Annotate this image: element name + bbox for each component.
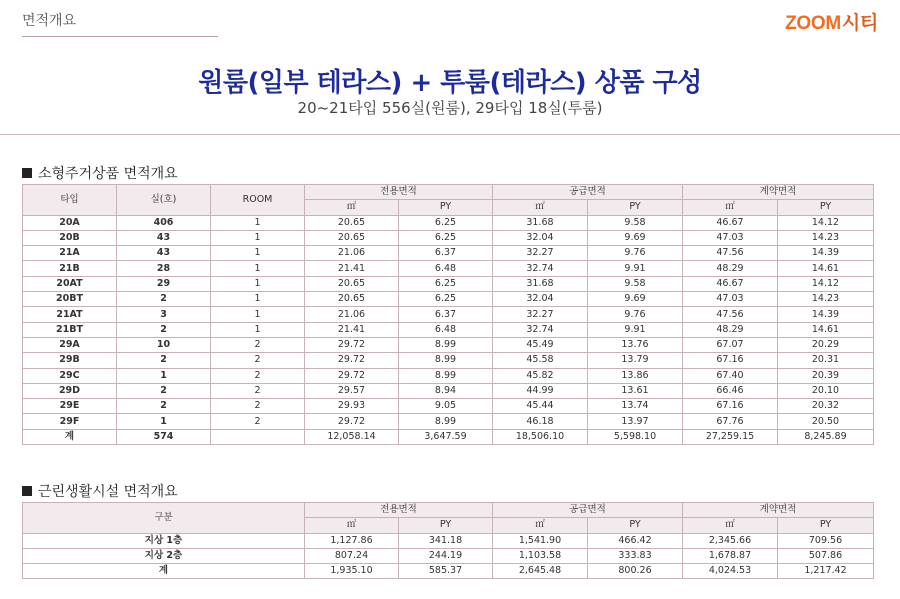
table-cell: 46.67 <box>683 215 778 230</box>
table-cell: 67.07 <box>683 337 778 352</box>
table-cell: 20.50 <box>778 414 874 429</box>
table-cell: 47.03 <box>683 230 778 245</box>
table-row <box>23 383 874 398</box>
table-cell: 1,127.86 <box>305 533 399 548</box>
table-row <box>23 307 874 322</box>
table-cell: 2 <box>211 399 305 414</box>
table-row <box>23 548 874 563</box>
commercial-area-table <box>22 502 874 579</box>
table-row <box>23 292 874 307</box>
unit-m2: ㎡ <box>683 518 778 533</box>
table-cell: 1,103.58 <box>493 548 588 563</box>
table-cell: 1,935.10 <box>305 564 399 579</box>
table-cell: 8.99 <box>399 414 493 429</box>
table-cell: 32.74 <box>493 261 588 276</box>
table-cell: 8.99 <box>399 337 493 352</box>
table-cell: 9.69 <box>588 292 683 307</box>
table-cell: 2 <box>211 337 305 352</box>
table-cell: 2,345.66 <box>683 533 778 548</box>
header-room: ROOM <box>211 185 305 216</box>
unit-py: PY <box>778 518 874 533</box>
unit-py: PY <box>588 200 683 215</box>
table-cell: 20.65 <box>305 230 399 245</box>
table-cell: 9.76 <box>588 307 683 322</box>
table-cell: 14.61 <box>778 261 874 276</box>
table-cell: 800.26 <box>588 564 683 579</box>
table-cell: 29E <box>23 399 117 414</box>
residential-section-title <box>22 163 178 183</box>
table-cell: 32.27 <box>493 307 588 322</box>
commercial-section-title-text: 근린생활시설 면적개요 <box>38 484 178 500</box>
table-cell: 29 <box>117 276 211 291</box>
logo-zoom-text: ZOOM <box>785 13 841 34</box>
table-cell: 20.31 <box>778 353 874 368</box>
table-cell: 47.56 <box>683 307 778 322</box>
table-cell: 406 <box>117 215 211 230</box>
table-cell: 9.91 <box>588 322 683 337</box>
table-row <box>23 215 874 230</box>
section-label-underline <box>22 36 218 37</box>
unit-m2: ㎡ <box>493 518 588 533</box>
table-cell: 341.18 <box>399 533 493 548</box>
logo-city-text: 시티 <box>841 13 878 34</box>
header-exclusive-area: 전용면적 <box>305 185 493 200</box>
table-cell: 6.25 <box>399 292 493 307</box>
table-cell: 10 <box>117 337 211 352</box>
table-cell: 1 <box>211 307 305 322</box>
table-cell: 14.23 <box>778 292 874 307</box>
header-divider <box>0 134 900 135</box>
table-cell: 20.39 <box>778 368 874 383</box>
table-cell: 지상 2층 <box>23 548 305 563</box>
table-cell: 47.56 <box>683 246 778 261</box>
table-cell: 67.16 <box>683 399 778 414</box>
table-cell: 2 <box>211 383 305 398</box>
table-cell: 1 <box>211 215 305 230</box>
table-cell: 14.23 <box>778 230 874 245</box>
header-exclusive-area: 전용면적 <box>305 503 493 518</box>
table-row <box>23 276 874 291</box>
section-label: 면적개요 <box>22 13 77 29</box>
table-cell: 507.86 <box>778 548 874 563</box>
table-cell: 32.74 <box>493 322 588 337</box>
table-cell: 20BT <box>23 292 117 307</box>
table-cell: 29.72 <box>305 337 399 352</box>
header-type: 타입 <box>23 185 117 216</box>
total-cell: 27,259.15 <box>683 429 778 444</box>
unit-py: PY <box>399 200 493 215</box>
table-cell: 14.12 <box>778 276 874 291</box>
table-cell: 1 <box>117 414 211 429</box>
table-row <box>23 261 874 276</box>
table-cell: 6.37 <box>399 307 493 322</box>
table-cell: 1,217.42 <box>778 564 874 579</box>
table-cell: 2 <box>117 399 211 414</box>
table-cell: 21.06 <box>305 246 399 261</box>
page-title: 원룸(일부 테라스) + 투룸(테라스) 상품 구성 <box>198 68 702 98</box>
total-cell: 12,058.14 <box>305 429 399 444</box>
table-cell: 43 <box>117 230 211 245</box>
header-contract-area: 계약면적 <box>683 503 874 518</box>
table-cell: 20.65 <box>305 292 399 307</box>
table-cell: 807.24 <box>305 548 399 563</box>
table-cell: 지상 1층 <box>23 533 305 548</box>
table-row <box>23 337 874 352</box>
table-cell: 21BT <box>23 322 117 337</box>
table-cell: 21.41 <box>305 322 399 337</box>
table-cell: 2,645.48 <box>493 564 588 579</box>
table-cell: 20.29 <box>778 337 874 352</box>
table-cell: 20AT <box>23 276 117 291</box>
table-cell: 13.61 <box>588 383 683 398</box>
table-cell: 48.29 <box>683 322 778 337</box>
table-cell: 466.42 <box>588 533 683 548</box>
table-cell: 29.72 <box>305 368 399 383</box>
table-cell: 1 <box>211 261 305 276</box>
table-cell: 20.32 <box>778 399 874 414</box>
table-cell: 244.19 <box>399 548 493 563</box>
table-cell: 13.74 <box>588 399 683 414</box>
table-cell: 29A <box>23 337 117 352</box>
table-row <box>23 230 874 245</box>
residential-area-table <box>22 184 874 445</box>
table-cell: 9.58 <box>588 215 683 230</box>
total-cell: 5,598.10 <box>588 429 683 444</box>
table-cell: 1 <box>211 276 305 291</box>
table-cell: 48.29 <box>683 261 778 276</box>
header-category: 구분 <box>23 503 305 534</box>
square-bullet-icon <box>22 486 32 496</box>
table-cell: 8.94 <box>399 383 493 398</box>
table-cell: 45.82 <box>493 368 588 383</box>
table-cell: 8.99 <box>399 368 493 383</box>
total-cell <box>211 429 305 444</box>
table-total-row <box>23 429 874 444</box>
square-bullet-icon <box>22 168 32 178</box>
table-header-row <box>23 185 874 200</box>
table-cell: 6.25 <box>399 215 493 230</box>
table-cell: 6.48 <box>399 322 493 337</box>
total-cell: 18,506.10 <box>493 429 588 444</box>
table-cell: 2 <box>211 368 305 383</box>
table-cell: 14.12 <box>778 215 874 230</box>
table-row <box>23 533 874 548</box>
table-cell: 6.25 <box>399 276 493 291</box>
table-cell: 32.04 <box>493 292 588 307</box>
table-cell: 46.67 <box>683 276 778 291</box>
table-cell: 계 <box>23 564 305 579</box>
table-row <box>23 246 874 261</box>
table-header-row <box>23 503 874 518</box>
table-cell: 14.39 <box>778 246 874 261</box>
table-cell: 2 <box>117 383 211 398</box>
table-cell: 29C <box>23 368 117 383</box>
table-cell: 4,024.53 <box>683 564 778 579</box>
table-cell: 29.57 <box>305 383 399 398</box>
table-cell: 2 <box>117 292 211 307</box>
table-cell: 45.49 <box>493 337 588 352</box>
table-cell: 31.68 <box>493 215 588 230</box>
table-cell: 14.39 <box>778 307 874 322</box>
total-cell: 3,647.59 <box>399 429 493 444</box>
table-cell: 29.93 <box>305 399 399 414</box>
table-cell: 8.99 <box>399 353 493 368</box>
table-cell: 9.69 <box>588 230 683 245</box>
table-cell: 2 <box>211 414 305 429</box>
unit-py: PY <box>778 200 874 215</box>
table-cell: 9.05 <box>399 399 493 414</box>
total-cell: 계 <box>23 429 117 444</box>
table-cell: 2 <box>117 322 211 337</box>
table-cell: 29B <box>23 353 117 368</box>
table-cell: 6.25 <box>399 230 493 245</box>
table-cell: 43 <box>117 246 211 261</box>
table-row <box>23 322 874 337</box>
unit-py: PY <box>399 518 493 533</box>
table-cell: 32.27 <box>493 246 588 261</box>
table-cell: 20.65 <box>305 276 399 291</box>
table-cell: 20.10 <box>778 383 874 398</box>
total-cell: 574 <box>117 429 211 444</box>
table-row <box>23 414 874 429</box>
table-cell: 1,541.90 <box>493 533 588 548</box>
table-cell: 45.58 <box>493 353 588 368</box>
unit-m2: ㎡ <box>305 518 399 533</box>
table-cell: 13.79 <box>588 353 683 368</box>
table-cell: 13.76 <box>588 337 683 352</box>
table-row <box>23 353 874 368</box>
table-cell: 29D <box>23 383 117 398</box>
table-cell: 66.46 <box>683 383 778 398</box>
table-cell: 29.72 <box>305 414 399 429</box>
page-subtitle: 20~21타입 556실(원룸), 29타입 18실(투룸) <box>297 99 603 117</box>
residential-section-title-text: 소형주거상품 면적개요 <box>38 166 178 182</box>
table-cell: 6.37 <box>399 246 493 261</box>
table-cell: 3 <box>117 307 211 322</box>
table-cell: 1 <box>211 246 305 261</box>
table-cell: 20B <box>23 230 117 245</box>
table-cell: 31.68 <box>493 276 588 291</box>
table-cell: 45.44 <box>493 399 588 414</box>
table-cell: 1 <box>117 368 211 383</box>
table-cell: 21.06 <box>305 307 399 322</box>
header-units: 실(호) <box>117 185 211 216</box>
table-cell: 67.76 <box>683 414 778 429</box>
table-cell: 21AT <box>23 307 117 322</box>
table-cell: 2 <box>211 353 305 368</box>
table-cell: 32.04 <box>493 230 588 245</box>
table-cell: 28 <box>117 261 211 276</box>
table-cell: 21B <box>23 261 117 276</box>
table-row <box>23 399 874 414</box>
unit-m2: ㎡ <box>493 200 588 215</box>
table-cell: 44.99 <box>493 383 588 398</box>
table-cell: 1 <box>211 230 305 245</box>
table-cell: 1 <box>211 292 305 307</box>
table-cell: 46.18 <box>493 414 588 429</box>
table-cell: 21.41 <box>305 261 399 276</box>
table-cell: 29F <box>23 414 117 429</box>
table-cell: 9.91 <box>588 261 683 276</box>
table-cell: 709.56 <box>778 533 874 548</box>
table-cell: 21A <box>23 246 117 261</box>
table-cell: 1,678.87 <box>683 548 778 563</box>
table-cell: 20A <box>23 215 117 230</box>
table-cell: 9.58 <box>588 276 683 291</box>
table-cell: 585.37 <box>399 564 493 579</box>
unit-m2: ㎡ <box>305 200 399 215</box>
total-cell: 8,245.89 <box>778 429 874 444</box>
table-row <box>23 564 874 579</box>
table-cell: 1 <box>211 322 305 337</box>
header-supply-area: 공급면적 <box>493 185 683 200</box>
table-cell: 14.61 <box>778 322 874 337</box>
commercial-section-title <box>22 481 178 501</box>
table-cell: 13.86 <box>588 368 683 383</box>
table-cell: 67.16 <box>683 353 778 368</box>
table-cell: 20.65 <box>305 215 399 230</box>
header-supply-area: 공급면적 <box>493 503 683 518</box>
unit-py: PY <box>588 518 683 533</box>
table-cell: 2 <box>117 353 211 368</box>
table-cell: 29.72 <box>305 353 399 368</box>
header-contract-area: 계약면적 <box>683 185 874 200</box>
unit-m2: ㎡ <box>683 200 778 215</box>
zoom-city-logo <box>785 8 878 35</box>
table-cell: 9.76 <box>588 246 683 261</box>
table-row <box>23 368 874 383</box>
table-cell: 333.83 <box>588 548 683 563</box>
table-cell: 67.40 <box>683 368 778 383</box>
table-cell: 47.03 <box>683 292 778 307</box>
table-cell: 6.48 <box>399 261 493 276</box>
table-cell: 13.97 <box>588 414 683 429</box>
